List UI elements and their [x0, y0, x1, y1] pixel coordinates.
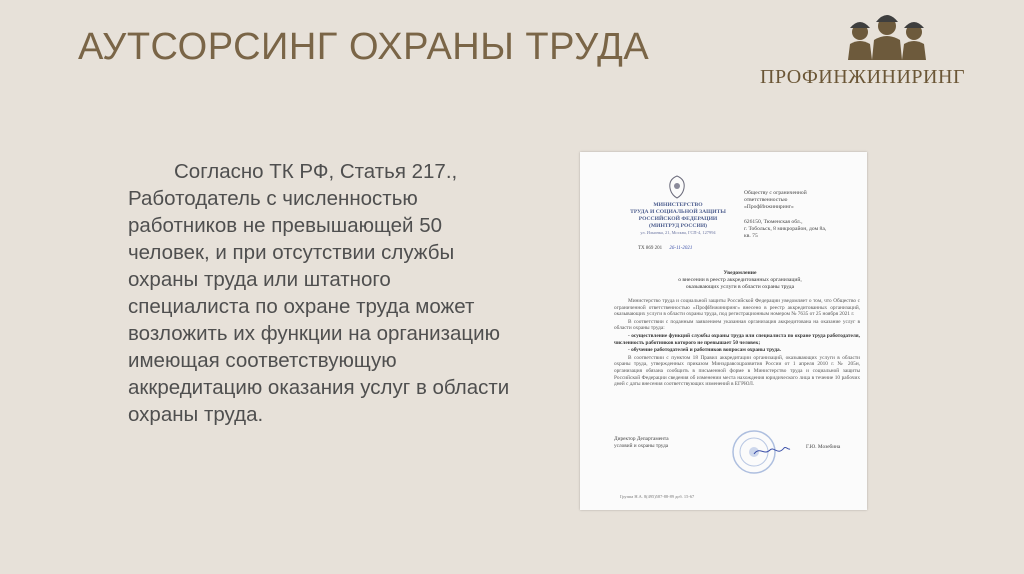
recipient-address-line: 626150, Тюменская обл., [744, 218, 803, 225]
signature-title-line: условий и охраны труда [614, 442, 669, 449]
recipient-line: «ПрофИнжиниринг» [744, 204, 794, 211]
recipient-line: ответственностью [744, 197, 788, 204]
notice-subtitle-line: о внесении в реестр аккредитованных организаций, [678, 277, 802, 283]
ministry-line: МИНИСТЕРСТВО [653, 202, 703, 208]
signature-title [614, 436, 694, 449]
notice-title [620, 270, 860, 291]
signature-title-line: Директор Департамента [614, 436, 669, 442]
workers-logo-icon [842, 4, 932, 62]
ministry-line: (МИНТРУД РОССИИ) [648, 223, 708, 229]
recipient-line: Обществу с ограниченной [744, 190, 807, 196]
registration-line [638, 246, 733, 252]
notice-paragraph: Министерство труда и социальной защиты Российской Федерации уведомляет о том, что Общество с ограниченной ответственностью «ПрофИнжиниринг» внесено в реестр аккредитованных организаций, оказывающих услуги в области охраны труда, под регистрационным номером № 7635 от 25 ноября 2021 г. [614, 298, 860, 318]
document-footer: Группа Н.А. 8(495)587-88-89 доб. 15-67 [620, 494, 695, 499]
company-logo [760, 2, 1020, 92]
ministry-address: ул. Ильинка, 21, Москва, ГСП-4, 127994 [640, 230, 716, 235]
notice-bold-item: - обучение работодателей и работников вопросам охраны труда. [628, 347, 781, 354]
logo-text: ПРОФИНЖИНИРИНГ [760, 66, 966, 88]
notice-bold-item: - осуществление функций службы охраны труда или специалиста по охране труда работодателя, численность работников которого не превышает 50 человек; [614, 332, 860, 346]
reg-date: 26-11-2021 [669, 246, 693, 251]
coat-of-arms-icon [666, 174, 688, 200]
document-scan [580, 152, 867, 510]
notice-heading: Уведомление [723, 270, 757, 276]
recipient-block [744, 190, 860, 240]
signature-icon [752, 444, 792, 458]
ministry-line: ТРУДА И СОЦИАЛЬНОЙ ЗАЩИТЫ [630, 209, 726, 215]
recipient-address-line: кв. 75 [744, 233, 758, 240]
notice-paragraph: В соответствии с поданным заявлением указанная организация аккредитована на оказание услуг в области охраны труда: [614, 318, 860, 332]
signer-name: Г.Ю. Мозебина [806, 444, 841, 450]
notice-paragraph: В соответствии с пунктом 18 Правил аккредитации организаций, оказывающих услуги в области охраны труда, утвержденных приказом Минздравсоцразвития России от 1 апреля 2010 г. № 205н, организация обязана сообщить в письменной форме в Министерство труда и социальной защиты Российской Федерации сведения об изменении места нахождения юридического лица в течение 10 рабочих дней с даты внесения соответствующих изменений в ЕГРЮЛ. [614, 354, 860, 388]
notice-body [614, 298, 860, 389]
recipient-address-line: г. Тобольск, 8 микрорайон, дом 8а, [744, 225, 827, 232]
notice-subtitle-line: оказывающих услуги в области охраны труда [685, 284, 795, 290]
body-text: Согласно ТК РФ, Статья 217., Работодатель с численностью работников не превышающей 50 человек, и при отсутствии службы охраны труда или штатного специалиста по охране труда может возложить их функции на организацию имеющая соответствующую аккредитацию оказания услуг в области охраны труда. [128, 160, 510, 426]
ministry-line: РОССИЙСКОЙ ФЕДЕРАЦИИ [638, 216, 718, 222]
ministry-heading [628, 202, 728, 230]
reg-number: ТХ 869 201 [638, 246, 663, 251]
slide-title: АУТСОРСИНГ ОХРАНЫ ТРУДА [78, 26, 650, 68]
